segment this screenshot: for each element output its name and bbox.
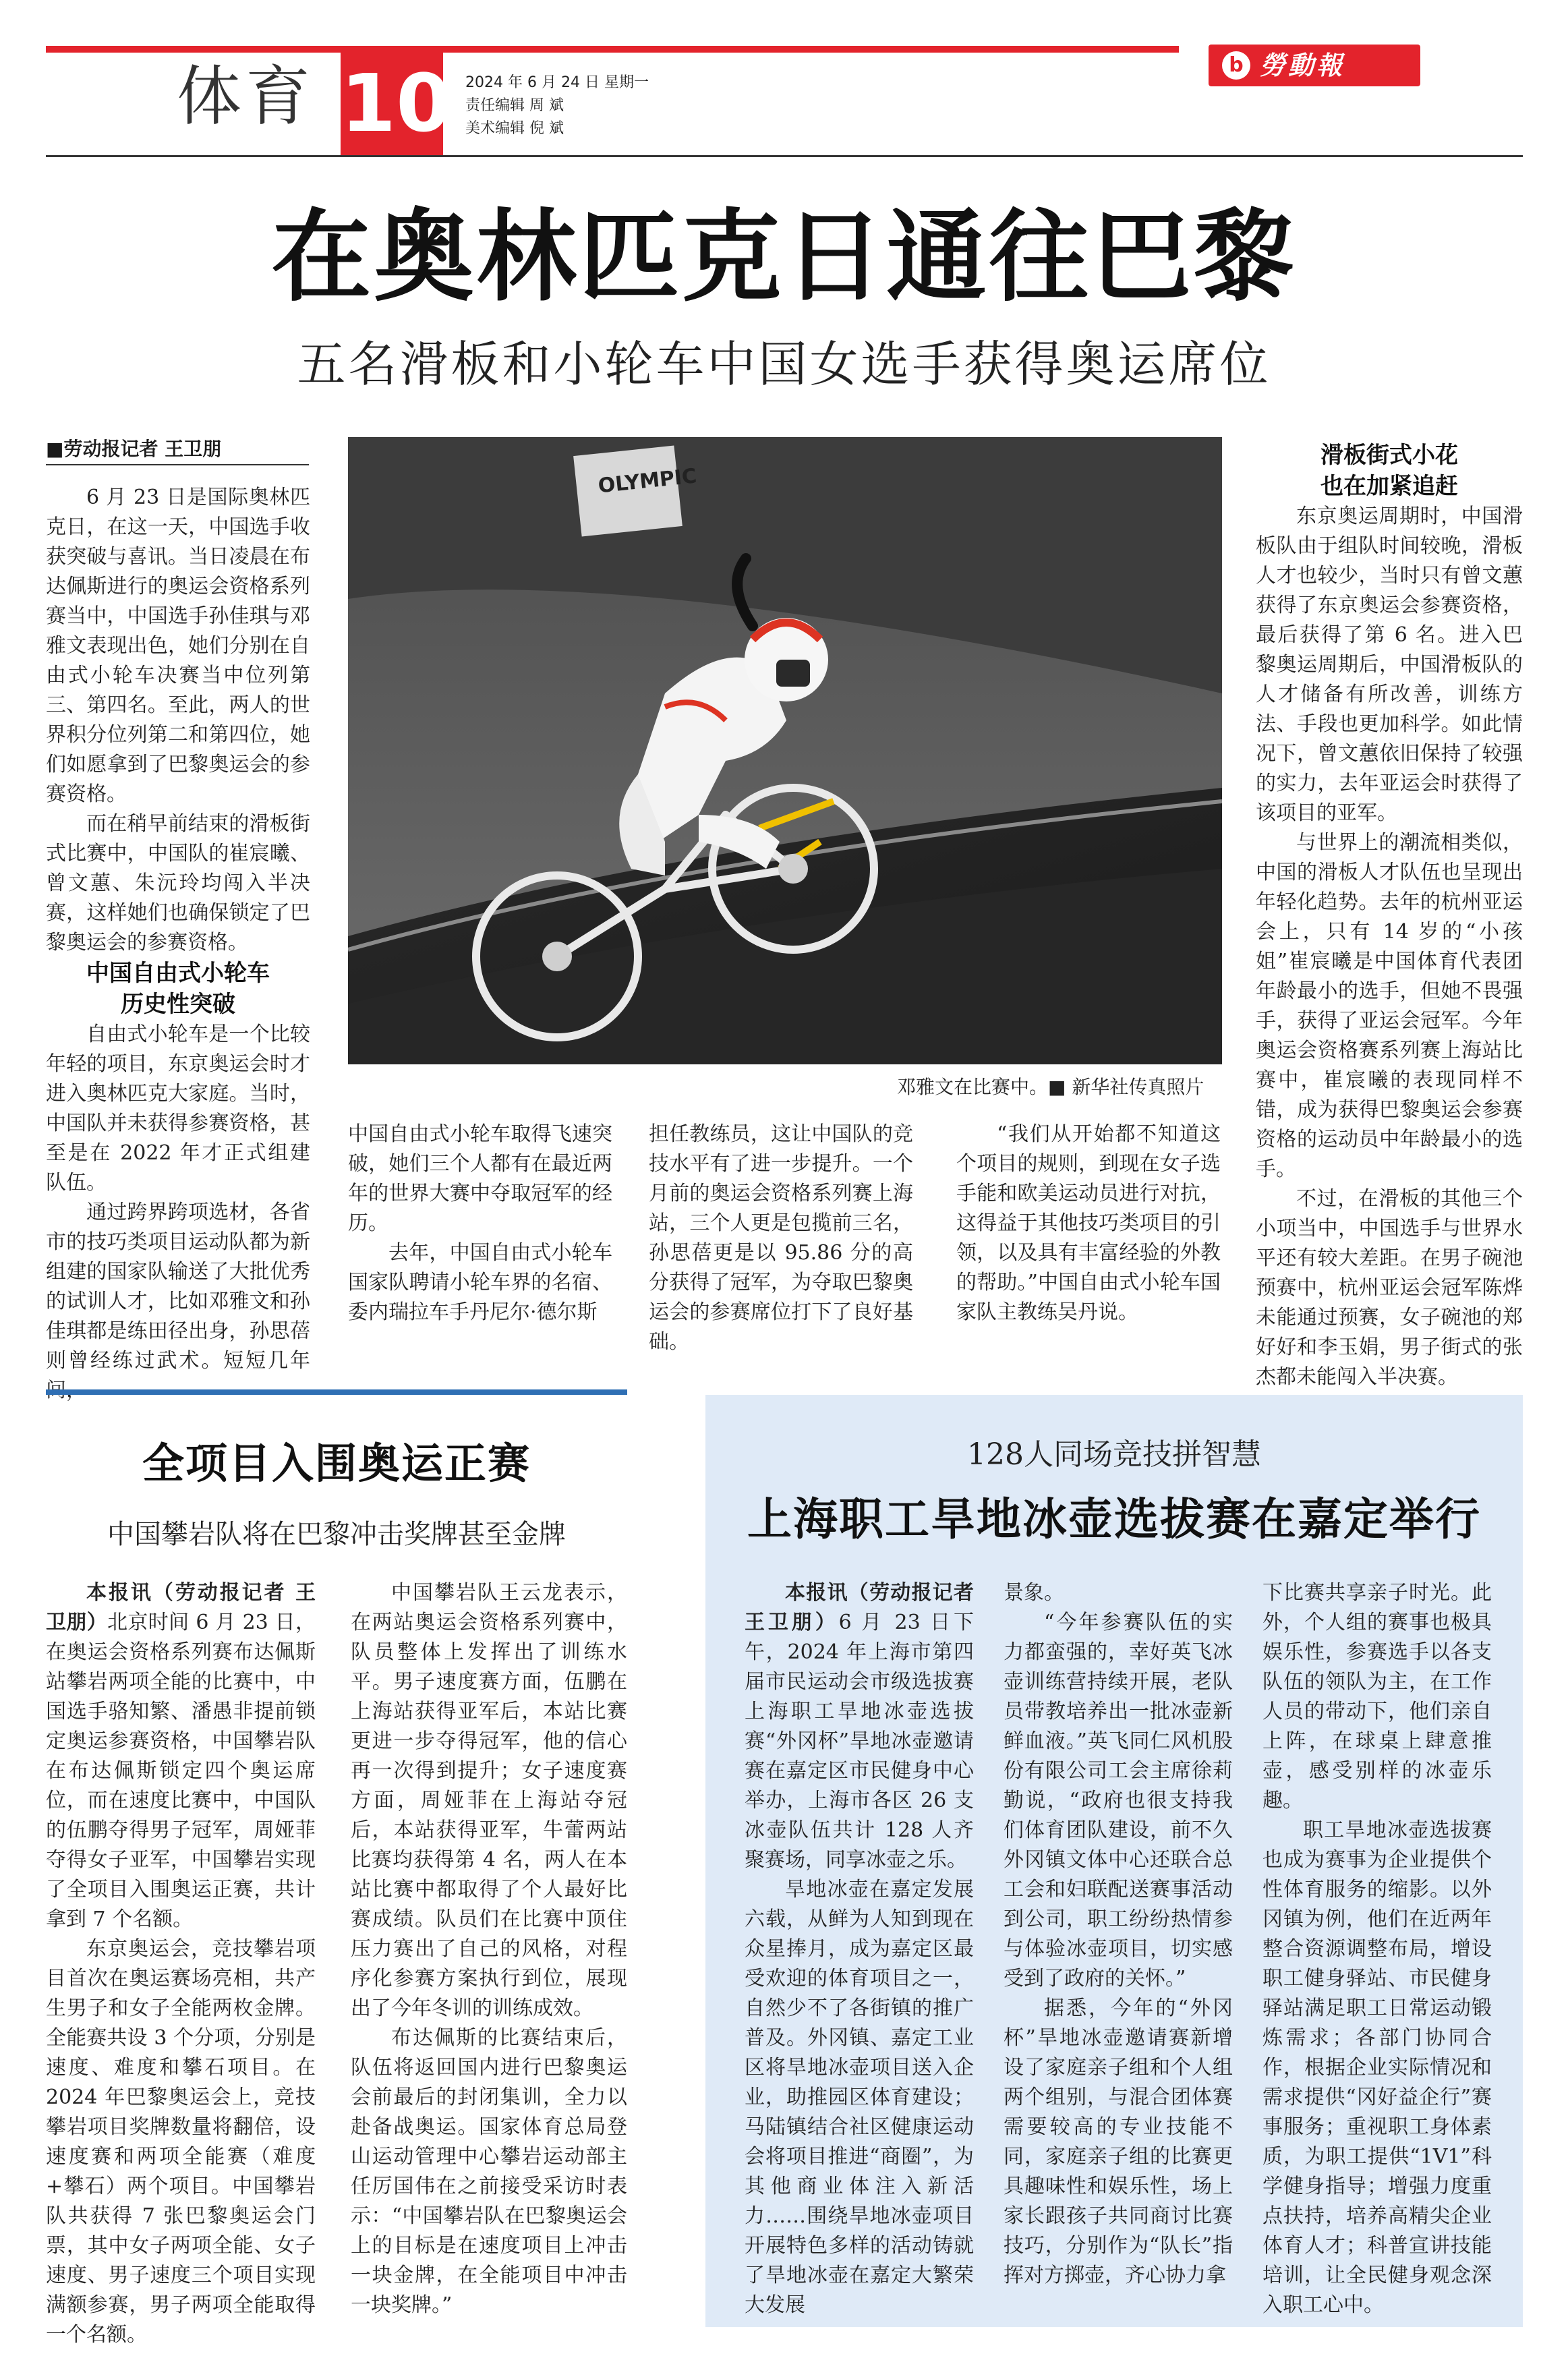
editor-line: 责任编辑 周 斌 [465, 97, 564, 114]
climbing-column-1 [46, 1578, 316, 2350]
curling-column-2 [1004, 1578, 1233, 2291]
lead-byline: ■劳动报记者 王卫朋 [46, 438, 222, 460]
logo-mark-icon: b [1222, 51, 1250, 80]
curling-paragraph: 景象。 [1004, 1581, 1064, 1605]
lead-paragraph: 与世界上的潮流相类似，中国的滑板人才队伍也呈现出年轻化趋势。去年的杭州亚运会上，只有 14 岁的“小孩姐”崔宸曦是中国体育代表团年龄最小的选手，但她不畏强手，获得了亚运会冠军。今年奥运会资格赛系列赛上海站比赛中，崔宸曦的表现同样不错，成为获得巴黎奥运会参赛资格的运动员中年龄最小的选手。 [1256, 831, 1523, 1181]
curling-paragraph: “今年参赛队伍的实力都蛮强的，幸好英飞冰壶训练营持续开展，老队员带教培养出一批冰壶新鲜血液。”英飞同仁风机股份有限公司工会主席徐莉勤说，“政府也很支持我们体育团队建设，前不久外冈镇文体中心还联合总工会和妇联配送赛事活动到公司，职工纷纷热情参与体验冰壶项目，切实感受到了政府的关怀。” [1004, 1611, 1233, 1990]
byline-rule [46, 464, 309, 465]
newspaper-name: 勞動報 [1260, 50, 1345, 80]
header-meta [465, 71, 649, 140]
curling-paragraph: 6 月 23 日下午，2024 年上海市第四届市民运动会市级选拔赛上海职工旱地冰壶选拔赛“外冈杯”旱地冰壶邀请赛在嘉定区市民健身中心举办，上海市各区 26 支冰壶队伍共计 128 人齐聚赛场，同享冰壶之乐。 [745, 1611, 975, 1872]
climbing-subheadline: 中国攀岩队将在巴黎冲击奖牌甚至金牌 [107, 1519, 566, 1550]
lead-paragraph: 6 月 23 日是国际奥林匹克日，在这一天，中国选手收获突破与喜讯。当日凌晨在布达佩斯进行的奥运会资格系列赛当中，中国选手孙佳琪与邓雅文表现出色，她们分别在自由式小轮车决赛当中位列第三、第四名。至此，两人的世界积分位列第二和第四位，她们如愿拿到了巴黎奥运会的参赛资格。 [46, 486, 310, 806]
climbing-paragraph: 东京奥运会，竞技攀岩项目首次在奥运赛场亮相，共产生男子和女子全能两枚金牌。全能赛共设 3 个分项，分别是速度、难度和攀石项目。在 2024 年巴黎奥运会上，竞技攀岩项目奖牌数量将翻倍，设速度赛和两项全能赛（难度+攀石）两个项目。中国攀岩队共获得 7 张巴黎奥运会门票，其中女子两项全能、女子速度、男子速度三个项目实现满额参赛，男子两项全能取得一个名额。 [46, 1937, 316, 2347]
lead-paragraph: 自由式小轮车是一个比较年轻的项目，东京奥运会时才进入奥林匹克大家庭。当时，中国队并未获得参赛资格，甚至是在 2022 年才正式组建队伍。 [46, 1023, 310, 1195]
curling-paragraph: 据悉，今年的“外冈杯”旱地冰壶邀请赛新增设了家庭亲子组和个人组两个组别，与混合团体赛需要较高的专业技能不同，家庭亲子组的比赛更具趣味性和娱乐性，场上家长跟孩子共同商讨比赛技巧，分别作为“队长”指挥对方掷壶，齐心协力拿 [1004, 1996, 1233, 2287]
art-editor-line: 美术编辑 倪 斌 [465, 120, 564, 137]
climbing-paragraph: 北京时间 6 月 23 日，在奥运会资格系列赛布达佩斯站攀岩两项全能的比赛中，中国选手骆知繁、潘愚非提前锁定奥运参赛资格，中国攀岩队在布达佩斯锁定四个奥运席位，而在速度比赛中，中国队的伍鹏夺得男子冠军，周娅菲夺得女子亚军，中国攀岩实现了全项目入围奥运正赛，共计拿到 7 个名额。 [46, 1611, 316, 1931]
lead-paragraph: 通过跨界跨项选材，各省市的技巧类项目运动队都为新组建的国家队输送了大批优秀的试训人才，比如邓雅文和孙佳琪都是练田径出身，孙思蓓则曾经练过武术。短短几年 [46, 1201, 310, 1373]
curling-lead-label: 本报讯（劳动报记者 王卫朋） [745, 1581, 974, 1634]
page-number: 10 [341, 57, 452, 150]
climbing-lead-label: 本报讯（劳动报记者 王卫朋） [46, 1581, 316, 1634]
bmx-rider-photo [348, 437, 1222, 1064]
climbing-headline: 全项目入围奥运正赛 [142, 1439, 531, 1488]
section-blue-rule [46, 1389, 627, 1395]
lead-paragraph: 担任教练员，这让中国队的竞技水平有了进一步提升。一个月前的奥运会资格系列赛上海站，三个人更是包揽前三名，孙思蓓更是以 95.86 分的高分获得了冠军，为夺取巴黎奥运会的参赛席位打下了良好基础。 [649, 1122, 913, 1354]
climbing-paragraph: 布达佩斯的比赛结束后，队伍将返回国内进行巴黎奥运会前最后的封闭集训，全力以赴备战奥运。国家体育总局登山运动管理中心攀岩运动部主任厉国伟在之前接受采访时表示：“中国攀岩队在巴黎奥运会上的目标是在速度项目上冲击一块金牌，在全能项目中冲击一块奖牌。” [351, 2026, 627, 2317]
top-red-rule [46, 46, 1179, 53]
section-name: 体育 [177, 59, 314, 134]
curling-headline: 上海职工旱地冰壶选拔赛在嘉定举行 [747, 1493, 1481, 1545]
curling-column-1 [745, 1578, 974, 2320]
date-line: 2024 年 6 月 24 日 星期一 [465, 74, 649, 91]
lead-paragraph: 中国自由式小轮车取得飞速突破，她们三个人都有在最近两年的世界大赛中夺取冠军的经历。 [348, 1122, 612, 1235]
lead-column-2 [348, 1120, 612, 1327]
lead-paragraph: “我们从开始都不知道这个项目的规则，到现在女子选手能和欧美运动员进行对抗，这得益于其他技巧类项目的引领，以及具有丰富经验的外教的帮助。”中国自由式小轮车国家队主教练吴丹说。 [956, 1122, 1221, 1324]
lead-paragraph: 不过，在滑板的其他三个小项当中，中国选手与世界水平还有较大差距。在男子碗池预赛中，杭州亚运会冠军陈烨未能通过预赛，女子碗池的郑好好和李玉娟，男子街式的张杰都未能闯入半决赛。 [1256, 1187, 1523, 1389]
lead-column-3 [649, 1120, 913, 1357]
lead-column-5 [1256, 437, 1523, 1392]
curling-paragraph: 职工旱地冰壶选拔赛也成为赛事为企业提供个性体育服务的缩影。以外冈镇为例，他们在近两年整合资源调整布局，增设职工健身驿站、市民健身驿站满足职工日常运动锻炼需求；各部门协同合作，根据企业实际情况和需求提供“冈好益企行”赛事服务；重视职工身体素质，为职工提供“1V1”科学健身指导；增强力度重点扶持，培养高精尖企业体育人才；科普宣讲技能培训，让全民健身观念深入职工心中。 [1262, 1818, 1492, 2317]
olympic-sign-text: OLYMPIC [597, 464, 698, 498]
curling-paragraph: 下比赛共享亲子时光。此外，个人组的赛事也极具娱乐性，参赛选手以各支队伍的领队为主，在工作人员的带动下，他们亲自上阵，在球桌上肆意推壶，感受别样的冰壶乐趣。 [1262, 1581, 1492, 1812]
curling-kicker: 128人同场竞技拼智慧 [967, 1437, 1261, 1472]
lead-paragraph: 而在稍早前结束的滑板街式比赛中，中国队的崔宸曦、曾文蕙、朱沅玲均闯入半决赛，这样她们也确保锁定了巴黎奥运会的参赛资格。 [46, 812, 310, 954]
lead-column-4 [956, 1120, 1221, 1327]
curling-paragraph: 旱地冰壶在嘉定发展六载，从鲜为人知到现在众星捧月，成为嘉定区最受欢迎的体育项目之一，自然少不了各街镇的推广普及。外冈镇、嘉定工业区将旱地冰壶项目送入企业，助推园区体育建设；马陆镇结合社区健康运动会将项目推进“商圈”，为其他商业体注入新活力……围绕旱地冰壶项目开展特色多样的活动铸就了旱地冰壶在嘉定大繁荣大发展 [745, 1878, 974, 2317]
lead-column-1 [46, 483, 310, 1406]
climbing-paragraph: 中国攀岩队王云龙表示，在两站奥运会资格系列赛中，队员整体上发挥出了训练水平。男子速度赛方面，伍鹏在上海站获得亚军后，本站比赛更进一步夺得冠军，他的信心再一次得到提升；女子速度赛方面，周娅菲在上海站夺冠后，本站获得亚军，牛蕾两站比赛均获得第 4 名，两人在本站比赛中都取得了个人最好比赛成绩。队员们在比赛中顶住压力赛出了自己的风格，对程序化参赛方案执行到位，展现出了今年冬训的训练成效。 [351, 1581, 627, 2020]
lead-headline: 在奥林匹克日通往巴黎 [271, 198, 1297, 315]
climbing-column-2 [351, 1578, 627, 2320]
newspaper-logo [1209, 45, 1420, 86]
page-number-box [341, 53, 452, 155]
lead-paragraph: 东京奥运周期时，中国滑板队由于组队时间较晚，滑板人才也较少，当时只有曾文蕙获得了东京奥运会参赛资格，最后获得了第 6 名。进入巴黎奥运周期后，中国滑板队的人才储备有所改善，训练方法、手段也更加科学。如此情况下，曾文蕙依旧保持了较强的实力，去年亚运会时获得了该项目的亚军。 [1256, 505, 1523, 825]
lead-paragraph: 去年，中国自由式小轮车国家队聘请小轮车界的名宿、委内瑞拉车手丹尼尔·德尔斯 [348, 1241, 612, 1324]
header-divider [46, 155, 1523, 157]
lead-subhead-bmx: 中国自由式小轮车 历史性突破 [86, 960, 270, 1018]
photo-caption: 邓雅文在比赛中。■ 新华社传真照片 [897, 1076, 1204, 1098]
curling-column-3 [1262, 1578, 1492, 2320]
lead-subhead-skateboard: 滑板街式小花 也在加紧追赶 [1320, 442, 1458, 500]
lead-subheadline: 五名滑板和小轮车中国女选手获得奥运席位 [297, 336, 1271, 393]
